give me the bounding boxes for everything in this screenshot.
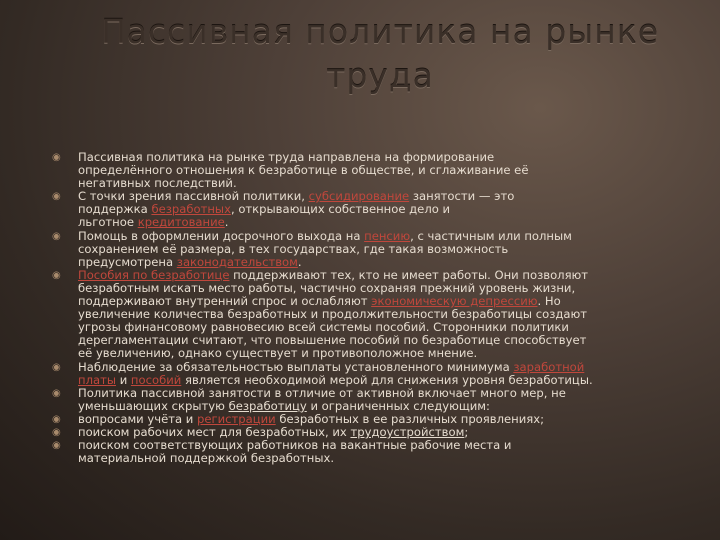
text-run: Наблюдение за обязательностью выплаты установленного минимума [78, 359, 514, 374]
bullet-icon: ◉ [52, 361, 61, 373]
list-item-text [78, 361, 692, 387]
text-run: ; [464, 424, 469, 439]
bullet-icon: ◉ [52, 426, 61, 438]
list-item [52, 361, 692, 387]
text-run: Пассивная политика на рынке труда направлена на формирование определённого отношения к безработице в обществе, и сглаживание её негативных последствий. [78, 150, 529, 191]
hyperlink[interactable]: регистрации [197, 411, 276, 426]
text-run: безработных в ее различных проявлениях; [275, 411, 544, 426]
text-run: , с частичным или полным сохранением её размера, в тех государствах, где такая возможность предусмотрена [78, 228, 572, 269]
list-item-text [78, 230, 692, 269]
hyperlink[interactable]: кредитование [137, 215, 225, 230]
text-run: поддерживают тех, кто не имеет работы. Они позволяют безработным искать место работы, частично сохраняя прежний уровень жизни, поддерживают внутренний спрос и ослабляют [78, 267, 589, 309]
text-run: . [297, 254, 302, 269]
bullet-list [52, 151, 692, 465]
bullet-icon: ◉ [52, 230, 61, 242]
bullet-icon: ◉ [52, 191, 61, 203]
bullet-icon: ◉ [52, 440, 61, 452]
text-run: , открывающих собственное дело и льготное [78, 202, 451, 230]
hyperlink[interactable]: законодательством [176, 254, 298, 269]
hyperlink[interactable]: пенсию [364, 228, 411, 243]
list-item [52, 387, 692, 413]
bullet-icon: ◉ [52, 152, 61, 163]
hyperlink[interactable]: Пособия по безработице [78, 267, 230, 282]
bullet-icon: ◉ [52, 387, 61, 399]
hyperlink[interactable]: трудоустройством [350, 424, 465, 439]
hyperlink[interactable]: экономическую депрессию [371, 294, 538, 309]
text-run: и [116, 372, 131, 387]
list-item-text [78, 439, 692, 465]
hyperlink[interactable]: безработицу [228, 398, 307, 413]
text-run: Помощь в оформлении досрочного выхода на [78, 228, 365, 243]
list-item [52, 269, 692, 361]
text-run: С точки зрения пассивной политики, [78, 189, 309, 204]
list-item [52, 439, 692, 465]
slide-title: Пассивная политика на рынке труда [100, 12, 660, 95]
list-item [52, 190, 692, 229]
hyperlink[interactable]: субсидирование [308, 189, 410, 204]
bullet-icon: ◉ [52, 413, 61, 425]
list-item-text [78, 387, 692, 413]
list-item [52, 230, 692, 269]
list-item [52, 151, 692, 190]
text-run: Политика пассивной занятости в отличие от активной включает много мер, не уменьшающих скрытую [78, 385, 566, 413]
list-item-text [78, 269, 692, 361]
hyperlink[interactable]: безработных [151, 202, 231, 217]
text-run: занятости — это поддержка [78, 189, 515, 217]
text-run: является необходимой мерой для снижения уровня безработицы. [181, 372, 593, 387]
list-item-text [78, 190, 692, 229]
text-run: . [224, 215, 229, 230]
list-item-text [78, 151, 692, 190]
text-run: вопросами учёта и [78, 411, 198, 426]
hyperlink[interactable]: заработной платы [78, 359, 585, 387]
text-run: поиском соответствующих работников на вакантные рабочие места и материальной поддержкой безработных. [78, 438, 512, 466]
text-run: . Но увеличение количества безработных и продолжительности безработицы создают угрозы финансовому равновесию всей системы пособий. Сторонники политики дерегламентации считают, что повышение пособий по безработице способствует её увеличению, однако существует и противоположное мнение. [78, 294, 587, 361]
hyperlink[interactable]: пособий [130, 372, 182, 387]
text-run: и ограниченных следующим: [306, 398, 490, 413]
bullet-icon: ◉ [52, 269, 61, 281]
text-run: поиском рабочих мест для безработных, их [78, 424, 351, 439]
